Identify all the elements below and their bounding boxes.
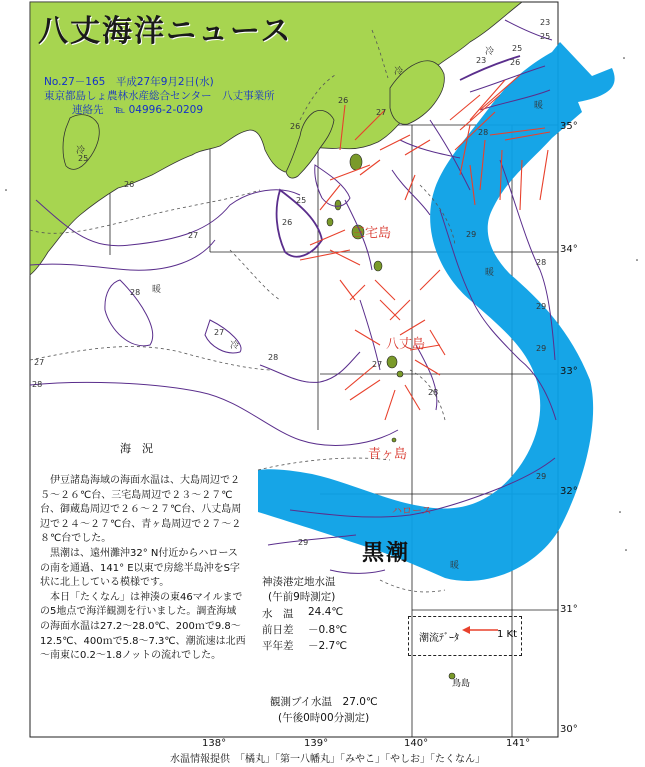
iso-25-a: 25: [78, 154, 89, 163]
lat-label-33: 33°: [560, 366, 578, 377]
lon-label-140: 140°: [404, 738, 429, 749]
place-torishima: 鳥島: [452, 679, 471, 689]
iso-27-d: 27: [376, 108, 387, 117]
iso-29-e: 29: [298, 538, 309, 547]
harbor-row-label-1: 水 温: [262, 608, 294, 620]
iso-25-b: 25: [296, 196, 307, 205]
iso-29-b: 29: [536, 302, 547, 311]
harbor-note: (午前9時測定): [268, 591, 336, 603]
conditions-body: [40, 474, 246, 664]
issue-info: No.27－165 平成27年9月2日(水): [44, 76, 214, 88]
harbor-row-value-2: －0.8℃: [308, 624, 347, 636]
place-hyoro: ハロース: [392, 506, 432, 517]
iso-23-b: 23: [540, 18, 551, 27]
iso-25-d: 25: [540, 32, 551, 41]
lat-label-31: 31°: [560, 604, 578, 615]
label-warm-3: 暖: [485, 268, 495, 278]
iso-26-a: 26: [124, 180, 135, 189]
iso-26-b: 26: [282, 218, 293, 227]
lat-label-35: 35°: [560, 121, 578, 132]
buoy-note: (午後0時00分測定): [278, 712, 370, 724]
iso-28-d: 28: [478, 128, 489, 137]
iso-29-c: 29: [536, 344, 547, 353]
place-hachijo: 八丈島: [386, 337, 426, 352]
label-warm-4: 暖: [450, 561, 460, 571]
page-title: 八丈海洋ニュース: [38, 14, 293, 49]
conditions-heading: 海 況: [120, 442, 153, 455]
contact: 連絡先 ℡ 04996-2-0209: [72, 104, 203, 116]
iso-27-e: 27: [372, 360, 383, 369]
label-cold-2: 冷: [76, 146, 86, 156]
iso-25-c: 25: [512, 44, 523, 53]
iso-28-b: 28: [32, 380, 43, 389]
lon-label-138: 138°: [202, 738, 227, 749]
iso-23: 23: [476, 56, 487, 65]
label-warm-1: 暖: [152, 285, 162, 295]
iso-27-b: 27: [214, 328, 225, 337]
iso-26-e: 26: [510, 58, 521, 67]
conditions-paragraph-3: 本日「たくなん」は神湊の東46マイルまでの5地点で海洋観測を行いました。調査海域の海面水温は27.2～28.0℃、200ｍで9.8～12.5℃、400ｍで5.8～7.3℃、潮流速は北西～南東に0.2～1.8ノットの流れでした。: [40, 591, 246, 662]
kuroshio-label: 黒潮: [362, 541, 411, 566]
conditions-paragraph-2: 黒潮は、遠州灘沖32° N付近からハロースの南を通過、141° E以東で房総半島沖をS字状に北上している模様です。: [40, 547, 240, 589]
iso-28-a: 28: [130, 288, 141, 297]
iso-26-d: 26: [338, 96, 349, 105]
place-aogashima: 青ヶ島: [368, 447, 408, 462]
lat-label-32: 32°: [560, 486, 578, 497]
lon-label-141: 141°: [506, 738, 531, 749]
harbor-row-label-2: 前日差: [262, 624, 294, 636]
legend-label: 潮流ﾃﾞｰﾀ: [419, 633, 459, 644]
conditions-paragraph-1: 伊豆諸島海域の海面水温は、大島周辺で２５～２６℃台、三宅島周辺で２３～２７℃台、御蔵島周辺で２６～２７℃台、八丈島周辺で２４～２７℃台、青ヶ島周辺で２７～２８℃台でした。: [40, 475, 242, 545]
legend-scale: 1 Kt: [497, 629, 518, 640]
iso-29-d: 29: [536, 472, 547, 481]
label-cold-1: 冷: [230, 341, 240, 351]
harbor-row-value-3: －2.7℃: [308, 640, 347, 652]
lat-label-30: 30°: [560, 724, 578, 735]
footer-credits: 水温情報提供 「橘丸」「第一八幡丸」「みやこ」「やしお」「たくなん」: [170, 754, 485, 765]
place-miyake: 三宅島: [352, 226, 392, 241]
organization: 東京都島しょ農林水産総合センター 八丈事業所: [44, 90, 275, 102]
label-cold-3: 冷: [485, 47, 495, 57]
lat-label-34: 34°: [560, 244, 578, 255]
label-warm-2: 暖: [534, 101, 544, 111]
iso-28-c: 28: [268, 353, 279, 362]
iso-28-e: 28: [536, 258, 547, 267]
harbor-row-value-1: 24.4℃: [308, 606, 344, 618]
label-cold-4: 冷: [394, 67, 404, 77]
harbor-title: 神湊港定地水温: [262, 576, 336, 588]
iso-26-c: 26: [290, 122, 301, 131]
iso-27-a: 27: [188, 231, 199, 240]
iso-28-f: 28: [428, 388, 439, 397]
iso-29-a: 29: [466, 230, 477, 239]
current-legend: [408, 616, 522, 656]
lon-label-139: 139°: [304, 738, 329, 749]
harbor-row-label-3: 平年差: [262, 640, 294, 652]
iso-27-c: 27: [34, 358, 45, 367]
buoy-temp: 観測ブイ水温 27.0℃: [270, 696, 378, 708]
